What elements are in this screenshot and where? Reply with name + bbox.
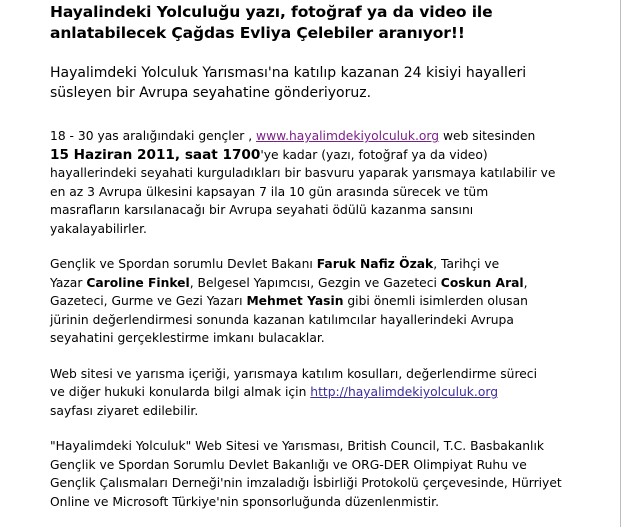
lead-line-1: Hayalimdeki Yolculuk Yarısması'na katılıp kazanan 24 kisiyi hayalleri: [50, 65, 527, 81]
jury-name: Coskun Aral: [440, 275, 524, 290]
article-heading: [50, 2, 616, 44]
website-link[interactable]: www.hayalimdekiyolculuk.org: [256, 129, 440, 143]
deadline-date: 15 Haziran 2011: [50, 146, 175, 163]
p2-text: jürinin değerlendirmesi sonunda kazanan katılımcılar hayallerindeki Avrupa: [50, 312, 514, 327]
heading-line-1: Hayalindeki Yolculuğu yazı, fotoğraf ya da video ile: [50, 3, 493, 21]
p3-text: sayfası ziyaret edilebilir.: [50, 403, 199, 418]
p2-text: seyahatini gerçeklestirme imkanı bulacaklar.: [50, 331, 325, 345]
p4-text: Gençlik Çalısmaları Derneği'nin imzaladığı İsbirliği Protokolü çerçevesinde, Hürriyet: [50, 476, 562, 490]
p3-text: Web sitesi ve yarısma içeriği, yarısmaya katılım kosulları, değerlendirme süreci: [50, 366, 537, 381]
jury-paragraph: [50, 255, 616, 348]
p3-text: ve diğer hukuki konularda bilgi almak için: [50, 385, 311, 399]
p2-text: ,: [523, 275, 528, 290]
p2-text: gibi önemli isimlerden olusan: [343, 294, 528, 308]
p1-text: ,: [174, 146, 185, 163]
p2-text: , Belgesel Yapımcısı, Gezgin ve Gazeteci: [189, 275, 441, 290]
lead-paragraph: [50, 63, 616, 103]
p4-text: Gençlik ve Spordan Sorumlu Devlet Bakanlığı ve ORG-DER Olimpiyat Ruhu ve: [50, 457, 527, 472]
p1-text: masrafların karsılanacağı bir Avrupa seyahati ödülü kazanma sansını: [50, 203, 474, 217]
sponsors-paragraph: [50, 437, 616, 511]
deadline-time: saat 1700: [184, 146, 261, 163]
p1-text: en az 3 Avrupa ülkesini kapsayan 7 ila 10 gün arasında sürecek ve tüm: [50, 184, 489, 199]
p2-text: , Tarihçi ve: [433, 257, 500, 271]
lead-line-2: süsleyen bir Avrupa seyahatine gönderiyoruz.: [50, 85, 372, 101]
p1-text: hayallerindeki seyahati kurguladıkları bir basvuru yaparak yarısmaya katılabilir ve: [50, 166, 556, 180]
heading-line-2: anlatabilecek Çağdas Evliya Çelebiler aranıyor!!: [50, 24, 465, 42]
info-link[interactable]: http://hayalimdekiyolculuk.org: [310, 385, 498, 399]
p1-text: 'ye kadar (yazı, fotoğraf ya da video): [260, 147, 488, 162]
p4-text: Online ve Microsoft Türkiye'nin sponsorluğunda düzenlenmistir.: [50, 494, 439, 509]
p1-text: 18 - 30 yas aralığındaki gençler ,: [50, 129, 257, 143]
p1-text: yakalayabilirler.: [50, 221, 147, 236]
p2-text: Gençlik ve Spordan sorumlu Devlet Bakanı: [50, 257, 317, 271]
p2-text: Yazar: [50, 275, 87, 290]
jury-name: Caroline Finkel: [86, 275, 190, 290]
article: [50, 2, 616, 511]
eligibility-paragraph: [50, 127, 616, 238]
jury-name: Mehmet Yasin: [246, 294, 344, 308]
p1-text: web sitesinden: [439, 129, 536, 143]
jury-name: Faruk Nafiz Özak: [316, 257, 434, 271]
p2-text: Gazeteci, Gurme ve Gezi Yazarı: [50, 294, 247, 308]
p4-text: "Hayalimdeki Yolculuk" Web Sitesi ve Yarısması, British Council, T.C. Basbakanlık: [50, 439, 544, 453]
info-paragraph: [50, 365, 616, 421]
